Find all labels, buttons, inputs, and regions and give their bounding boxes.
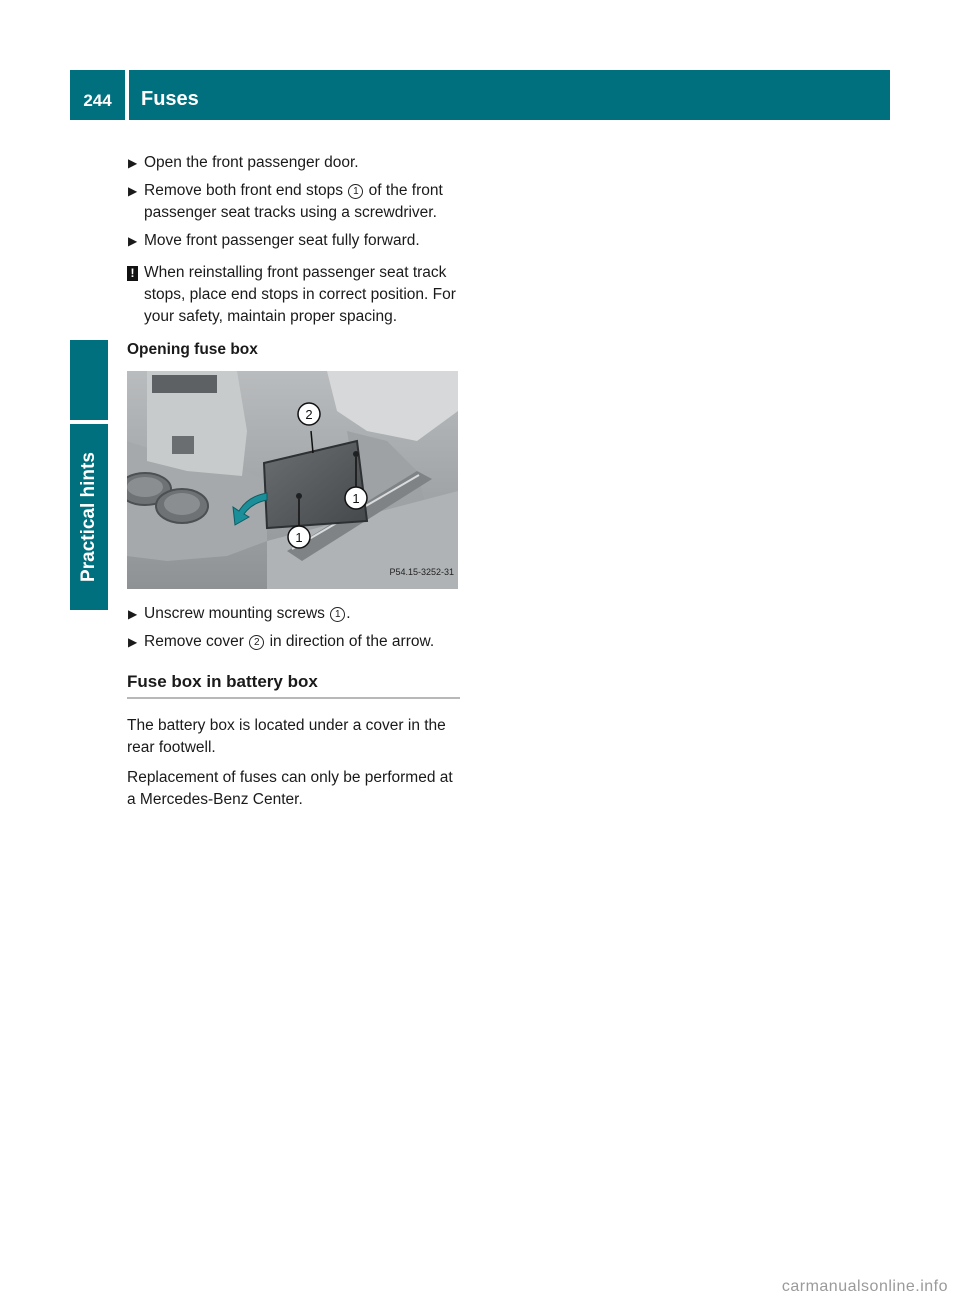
subheading-opening-fuse-box: Opening fuse box: [127, 341, 258, 358]
side-tab-label: Practical hints: [78, 452, 99, 582]
warning-note: [127, 262, 460, 328]
callout-1-right-label: 1: [352, 491, 360, 506]
section-title: Fuses: [141, 88, 199, 110]
callout-ref-2: 2: [249, 635, 264, 650]
paragraph-battery-location: The battery box is located under a cover in the rear footwell.: [127, 717, 446, 756]
callout-1-left-label: 1: [295, 530, 303, 545]
page-number: 244: [83, 91, 112, 110]
step-text-after: of the front passenger seat tracks using a screwdriver.: [144, 182, 443, 221]
warning-text: When reinstalling front passenger seat track stops, place end stops in correct position. For your safety, maintain proper spacing.: [144, 264, 456, 325]
fuse-box-illustration: [127, 371, 458, 589]
step-text-after: in direction of the arrow.: [269, 633, 435, 650]
step-text-before: Remove both front end stops: [144, 182, 344, 199]
header-divider: [125, 70, 129, 120]
step-text-after: .: [346, 605, 351, 622]
heading-fuse-box-battery: Fuse box in battery box: [127, 671, 460, 699]
step-unscrew: [127, 603, 460, 625]
step-open-door: [127, 152, 460, 174]
arrow-right-icon: ▶: [128, 635, 138, 649]
exclamation-icon: !: [127, 266, 138, 281]
callout-ref-1: 1: [348, 184, 363, 199]
figure-code: P54.15-3252-31: [389, 567, 454, 577]
step-text-before: Remove cover: [144, 633, 244, 650]
footer-watermark: carmanualsonline.info: [781, 1278, 948, 1295]
fuse-box-figure: [127, 371, 458, 589]
side-block: [70, 340, 108, 420]
step-text: Open the front passenger door.: [144, 154, 359, 171]
arrow-right-icon: ▶: [128, 607, 138, 621]
step-text: Move front passenger seat fully forward.: [144, 232, 420, 249]
arrow-right-icon: ▶: [128, 234, 138, 248]
content-column: [127, 152, 460, 819]
step-remove-cover: [127, 631, 460, 653]
callout-ref-1: 1: [330, 607, 345, 622]
arrow-right-icon: ▶: [128, 156, 138, 170]
step-move-seat: [127, 230, 460, 252]
step-text-before: Unscrew mounting screws: [144, 605, 325, 622]
step-remove-end-stops: [127, 180, 460, 224]
arrow-right-icon: ▶: [128, 184, 138, 198]
paragraph-replacement: Replacement of fuses can only be performed at a Mercedes-Benz Center.: [127, 769, 453, 808]
side-tab: [70, 424, 108, 610]
callout-2-label: 2: [305, 407, 313, 422]
